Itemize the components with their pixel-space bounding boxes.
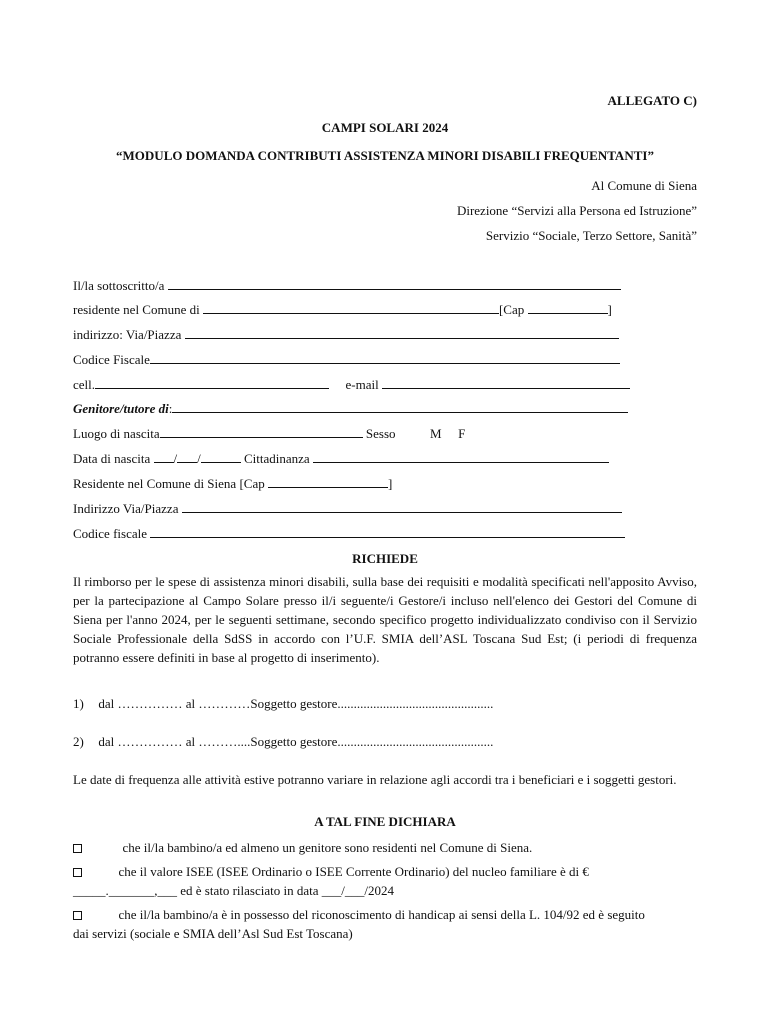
field-luogo-nascita [73, 426, 465, 442]
field-genitore [73, 401, 628, 417]
isee-line[interactable]: _____._______,___ ed è stato rilasciato in data ___/___/2024 [73, 883, 394, 898]
periodo-row [73, 696, 493, 712]
dichiara-item-continuation: dai servizi (sociale e SMIA dell’Asl Sud Est Toscana) [73, 926, 353, 941]
field-label: Residente nel Comune di Siena [Cap [73, 476, 265, 491]
giorno-input-line[interactable] [154, 451, 174, 463]
sesso-f-option[interactable]: F [458, 426, 466, 441]
checkbox[interactable] [73, 868, 82, 877]
dichiara-item-text: che il/la bambino/a ed almeno un genitore sono residenti nel Comune di Siena. [122, 840, 533, 855]
checkbox[interactable] [73, 911, 82, 920]
dichiara-item [73, 907, 645, 923]
email-label: e-mail [345, 377, 379, 392]
dichiara-item [73, 864, 589, 880]
field-label: Indirizzo Via/Piazza [73, 501, 179, 516]
cap-close: ] [607, 302, 612, 317]
dichiara-item-text: che il valore ISEE (ISEE Ordinario o ISEE Corrente Ordinario) del nucleo familiare è di € [118, 864, 589, 879]
cittadinanza-input-line[interactable] [313, 451, 609, 463]
dichiara-item-text: che il/la bambino/a è in possesso del riconoscimento di handicap ai sensi della L. 104/92 ed è seguito [118, 907, 645, 922]
document-subtitle: “MODULO DOMANDA CONTRIBUTI ASSISTENZA MINORI DISABILI FREQUENTANTI” [116, 148, 654, 163]
allegato-label: ALLEGATO C) [607, 93, 697, 108]
codice-fiscale-input-line[interactable] [150, 352, 620, 364]
recipient-line-1: Al Comune di Siena [591, 178, 697, 193]
field-codice-fiscale-2 [73, 526, 625, 542]
sesso-label: Sesso [365, 426, 396, 441]
periodo-text[interactable]: dal …………… al …………Soggetto gestore................................................ [98, 696, 494, 711]
field-label: residente nel Comune di [73, 302, 200, 317]
periodo-text[interactable]: dal …………… al ………....Soggetto gestore................................................ [98, 734, 494, 749]
date-separator: / [173, 451, 178, 466]
codice-fiscale-2-input-line[interactable] [150, 526, 625, 538]
richiede-heading: RICHIEDE [352, 551, 418, 566]
cittadinanza-label: Cittadinanza [244, 451, 310, 466]
dichiara-item [73, 840, 532, 856]
recipient-line-2: Direzione “Servizi alla Persona ed Istruzione” [456, 203, 697, 218]
genitore-colon: : [168, 401, 173, 416]
periodo-number: 2) [73, 734, 84, 749]
date-note: Le date di frequenza alle attività estive potranno variare in relazione agli accordi tra i beneficiari e i soggetti gestori. [73, 772, 677, 787]
field-label: indirizzo: Via/Piazza [73, 327, 182, 342]
cap-input-line[interactable] [528, 302, 608, 314]
field-label: Data di nascita [73, 451, 151, 466]
indirizzo-input-line[interactable] [185, 327, 619, 339]
genitore-label: Genitore/tutore di [73, 401, 169, 416]
sesso-m-option[interactable]: M [430, 426, 442, 441]
luogo-nascita-input-line[interactable] [160, 426, 363, 438]
dichiara-heading: A TAL FINE DICHIARA [314, 814, 456, 829]
field-residente-siena [73, 476, 392, 492]
richiede-paragraph: Il rimborso per le spese di assistenza minori disabili, sulla base dei requisiti e modalità specificati nell'apposito Avviso, per la partecipazione al Campo Solare presso il/i seguente/i Gestore/i incluso nell'elenco dei Gestori del Comune di Siena per l'anno 2024, per le seguenti settimane, secondo specifico progetto individualizzato condiviso con il Servizio Sociale Professionale della SdSS in accordo con l’U.F. SMIA dell’ASL Toscana Sud Est; (i periodi di frequenza potranno essere definiti in base al progetto di inserimento). [73, 574, 697, 665]
field-label: Codice Fiscale [73, 352, 150, 367]
field-indirizzo [73, 327, 619, 343]
periodo-number: 1) [73, 696, 84, 711]
recipient-line-3: Servizio “Sociale, Terzo Settore, Sanità” [485, 228, 697, 243]
document-title: CAMPI SOLARI 2024 [321, 120, 449, 135]
field-sottoscritto [73, 278, 621, 294]
comune-input-line[interactable] [203, 302, 499, 314]
field-contatti [73, 377, 630, 393]
email-input-line[interactable] [382, 377, 630, 389]
field-codice-fiscale [73, 352, 620, 368]
field-indirizzo-via [73, 501, 622, 517]
periodo-row [73, 734, 493, 750]
checkbox[interactable] [73, 844, 82, 853]
field-label: Luogo di nascita [73, 426, 160, 441]
sottoscritto-input-line[interactable] [168, 278, 621, 290]
mese-input-line[interactable] [177, 451, 197, 463]
cap-close: ] [387, 476, 393, 491]
date-separator: / [197, 451, 201, 466]
genitore-input-line[interactable] [172, 401, 628, 413]
cell-label: cell. [73, 377, 96, 392]
cell-input-line[interactable] [95, 377, 329, 389]
field-residente [73, 302, 612, 318]
indirizzo-via-input-line[interactable] [182, 501, 622, 513]
field-data-nascita [73, 451, 609, 467]
field-label: Codice fiscale [73, 526, 147, 541]
field-label: Il/la sottoscritto/a [73, 278, 165, 293]
anno-input-line[interactable] [201, 451, 241, 463]
cap-siena-input-line[interactable] [268, 476, 388, 488]
cap-label: [Cap [498, 302, 525, 317]
